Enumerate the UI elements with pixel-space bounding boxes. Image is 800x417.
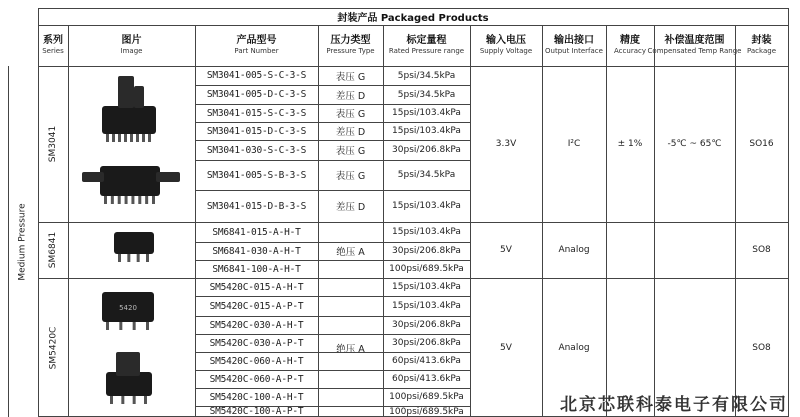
column-divider bbox=[470, 25, 471, 417]
output-interface: Analog bbox=[558, 342, 590, 353]
pressure-type: 表压 G bbox=[335, 109, 366, 120]
header-output-en: Output Interface bbox=[545, 46, 603, 55]
row-divider bbox=[195, 140, 470, 141]
row-divider bbox=[195, 104, 470, 105]
package-type: SO16 bbox=[749, 139, 774, 149]
part-number: SM5420C-015-A-H-T bbox=[209, 281, 304, 293]
rated-range: 15psi/103.4kPa bbox=[392, 301, 461, 311]
pressure-port bbox=[156, 172, 180, 182]
header-ptype-cn: 压力类型 bbox=[330, 35, 371, 47]
pressure-type-group: 绝压 A bbox=[336, 343, 365, 355]
pressure-port bbox=[116, 352, 140, 376]
header-accuracy-en: Accuracy bbox=[614, 46, 646, 55]
row-divider bbox=[195, 160, 470, 161]
row-divider bbox=[195, 370, 470, 371]
column-divider bbox=[68, 25, 69, 417]
header-range bbox=[383, 25, 470, 66]
temp-range bbox=[654, 222, 735, 278]
rated-range: 100psi/689.5kPa bbox=[389, 406, 464, 417]
row-divider bbox=[195, 334, 470, 335]
header-supply bbox=[470, 25, 542, 66]
header-image bbox=[68, 25, 195, 66]
table-title: 封装产品 Packaged Products bbox=[337, 13, 489, 24]
rated-range: 30psi/206.8kPa bbox=[392, 145, 461, 155]
part-number: SM5420C-100-A-P-T bbox=[209, 406, 304, 417]
part-number: SM5420C-030-A-P-T bbox=[209, 337, 304, 349]
rated-range: 100psi/689.5kPa bbox=[389, 264, 464, 274]
temp-range: -5℃ ~ 65℃ bbox=[667, 139, 722, 149]
series-label: SM6841 bbox=[48, 231, 59, 269]
row-divider bbox=[195, 242, 470, 243]
part-number: SM3041-005-S-C-3-S bbox=[206, 70, 307, 81]
header-bottom-border bbox=[38, 66, 788, 67]
header-accuracy-cn: 精度 bbox=[620, 35, 640, 47]
header-part bbox=[195, 25, 318, 66]
pressure-type: 差压 D bbox=[335, 90, 366, 102]
package-type: SO8 bbox=[752, 245, 771, 255]
header-output bbox=[542, 25, 606, 66]
series-label: SM5420C bbox=[48, 326, 59, 369]
table-top-border bbox=[38, 8, 788, 9]
header-image-en: Image bbox=[120, 46, 143, 55]
header-output-cn: 输出接口 bbox=[554, 35, 594, 47]
right-border bbox=[788, 8, 789, 417]
header-range-cn: 标定量程 bbox=[406, 35, 447, 47]
pressure-type: 差压 D bbox=[335, 202, 366, 213]
supply-voltage: 5V bbox=[500, 245, 512, 255]
rated-range: 15psi/103.4kPa bbox=[392, 201, 461, 211]
rated-range: 15psi/103.4kPa bbox=[392, 108, 461, 118]
rated-range: 5psi/34.5kPa bbox=[397, 89, 456, 100]
header-series-cn: 系列 bbox=[43, 35, 63, 47]
sm5420c-port-image bbox=[98, 346, 160, 414]
header-series bbox=[38, 25, 68, 66]
header-part-en: Part Number bbox=[234, 46, 279, 55]
side-label: Medium Pressure bbox=[18, 202, 28, 281]
side-label-cell bbox=[8, 66, 38, 417]
row-divider bbox=[195, 85, 470, 86]
output-interface: Analog bbox=[558, 245, 590, 255]
series-name bbox=[38, 278, 68, 417]
header-package-en: Package bbox=[746, 46, 776, 55]
part-number: SM5420C-015-A-P-T bbox=[209, 300, 304, 312]
column-divider bbox=[606, 25, 607, 417]
rated-range: 60psi/413.6kPa bbox=[392, 374, 461, 384]
header-image-cn: 图片 bbox=[121, 35, 142, 47]
rated-range: 30psi/206.8kPa bbox=[392, 320, 461, 330]
part-number: SM3041-005-D-C-3-S bbox=[206, 89, 307, 100]
header-temp-en: Compensated Temp Range bbox=[647, 46, 742, 55]
header-top-border bbox=[38, 25, 788, 26]
column-divider bbox=[195, 25, 196, 417]
left-border bbox=[38, 8, 39, 417]
header-temp-cn: 补偿温度范围 bbox=[664, 35, 725, 47]
row-divider bbox=[195, 296, 470, 297]
part-number: SM3041-005-S-B-3-S bbox=[206, 169, 307, 181]
chip-body bbox=[102, 106, 156, 134]
series-name bbox=[38, 66, 68, 222]
rated-range: 15psi/103.4kPa bbox=[392, 282, 461, 292]
rated-range: 15psi/103.4kPa bbox=[392, 126, 461, 136]
part-number: SM5420C-060-A-P-T bbox=[209, 373, 304, 385]
output-interface: I²C bbox=[567, 139, 581, 149]
column-divider bbox=[542, 25, 543, 417]
part-number: SM3041-030-S-C-3-S bbox=[206, 144, 307, 156]
header-supply-cn: 输入电压 bbox=[486, 35, 526, 47]
part-number: SM5420C-100-A-H-T bbox=[209, 391, 304, 403]
header-accuracy bbox=[606, 25, 654, 66]
pressure-type: 绝压 A bbox=[336, 247, 365, 258]
accuracy-value: ± 1% bbox=[617, 139, 643, 149]
rated-range: 30psi/206.8kPa bbox=[392, 338, 461, 348]
part-number: SM3041-015-D-B-3-S bbox=[206, 200, 307, 212]
rated-range: 5psi/34.5kPa bbox=[397, 170, 456, 180]
header-range-en: Rated Pressure range bbox=[388, 46, 465, 55]
rated-range: 5psi/34.5kPa bbox=[397, 70, 456, 81]
pressure-port bbox=[134, 86, 144, 108]
company-watermark: 北京芯联科泰电子有限公司 bbox=[560, 395, 788, 415]
part-number: SM5420C-030-A-H-T bbox=[209, 319, 304, 331]
rated-range: 60psi/413.6kPa bbox=[392, 356, 461, 366]
row-divider bbox=[195, 316, 470, 317]
accuracy-value bbox=[606, 222, 654, 278]
header-package bbox=[735, 25, 788, 66]
rated-range: 100psi/689.5kPa bbox=[389, 392, 464, 402]
column-divider bbox=[654, 25, 655, 417]
header-supply-en: Supply Voltage bbox=[479, 46, 533, 55]
chip-marking: 5420 bbox=[119, 304, 137, 312]
part-number: SM6841-015-A-H-T bbox=[212, 226, 301, 238]
header-part-cn: 产品型号 bbox=[236, 35, 277, 47]
header-temp bbox=[647, 25, 742, 66]
header-series-en: Series bbox=[42, 46, 64, 55]
header-ptype-en: Pressure Type bbox=[326, 46, 375, 55]
row-divider bbox=[195, 122, 470, 123]
header-ptype bbox=[318, 25, 383, 66]
part-number: SM3041-015-D-C-3-S bbox=[206, 125, 307, 137]
part-number: SM6841-100-A-H-T bbox=[212, 263, 301, 275]
rated-range: 30psi/206.8kPa bbox=[392, 246, 461, 256]
row-divider bbox=[195, 406, 470, 407]
sm6841-image bbox=[106, 226, 162, 270]
sm5420c-image bbox=[92, 282, 166, 340]
sm3041-dip-image bbox=[88, 70, 168, 154]
supply-voltage: 5V bbox=[500, 342, 512, 353]
row-divider bbox=[195, 352, 470, 353]
group-divider bbox=[38, 278, 788, 279]
header-package-cn: 封装 bbox=[751, 35, 772, 47]
package-type: SO8 bbox=[752, 342, 771, 353]
row-divider bbox=[195, 190, 470, 191]
pressure-port bbox=[118, 76, 134, 108]
series-label: SM3041 bbox=[48, 125, 59, 163]
column-divider bbox=[383, 25, 384, 417]
supply-voltage: 3.3V bbox=[495, 139, 517, 149]
chip-body bbox=[114, 232, 154, 254]
part-number: SM6841-030-A-H-T bbox=[212, 245, 301, 257]
rated-range: 15psi/103.4kPa bbox=[392, 227, 461, 237]
pressure-type: 差压 D bbox=[335, 127, 366, 138]
pressure-port bbox=[82, 172, 104, 182]
part-number: SM5420C-060-A-H-T bbox=[209, 355, 304, 367]
pressure-type: 表压 G bbox=[335, 146, 366, 157]
chip-body bbox=[100, 166, 160, 196]
column-divider bbox=[735, 25, 736, 417]
pressure-type: 表压 G bbox=[335, 171, 366, 182]
part-number: SM3041-015-S-C-3-S bbox=[206, 107, 307, 119]
series-name bbox=[38, 222, 68, 278]
side-border bbox=[8, 66, 9, 417]
column-divider bbox=[318, 25, 319, 417]
pressure-type: 表压 G bbox=[335, 71, 366, 83]
row-divider bbox=[195, 388, 470, 389]
sm3041-side-port-image bbox=[82, 150, 182, 224]
row-divider bbox=[195, 260, 470, 261]
